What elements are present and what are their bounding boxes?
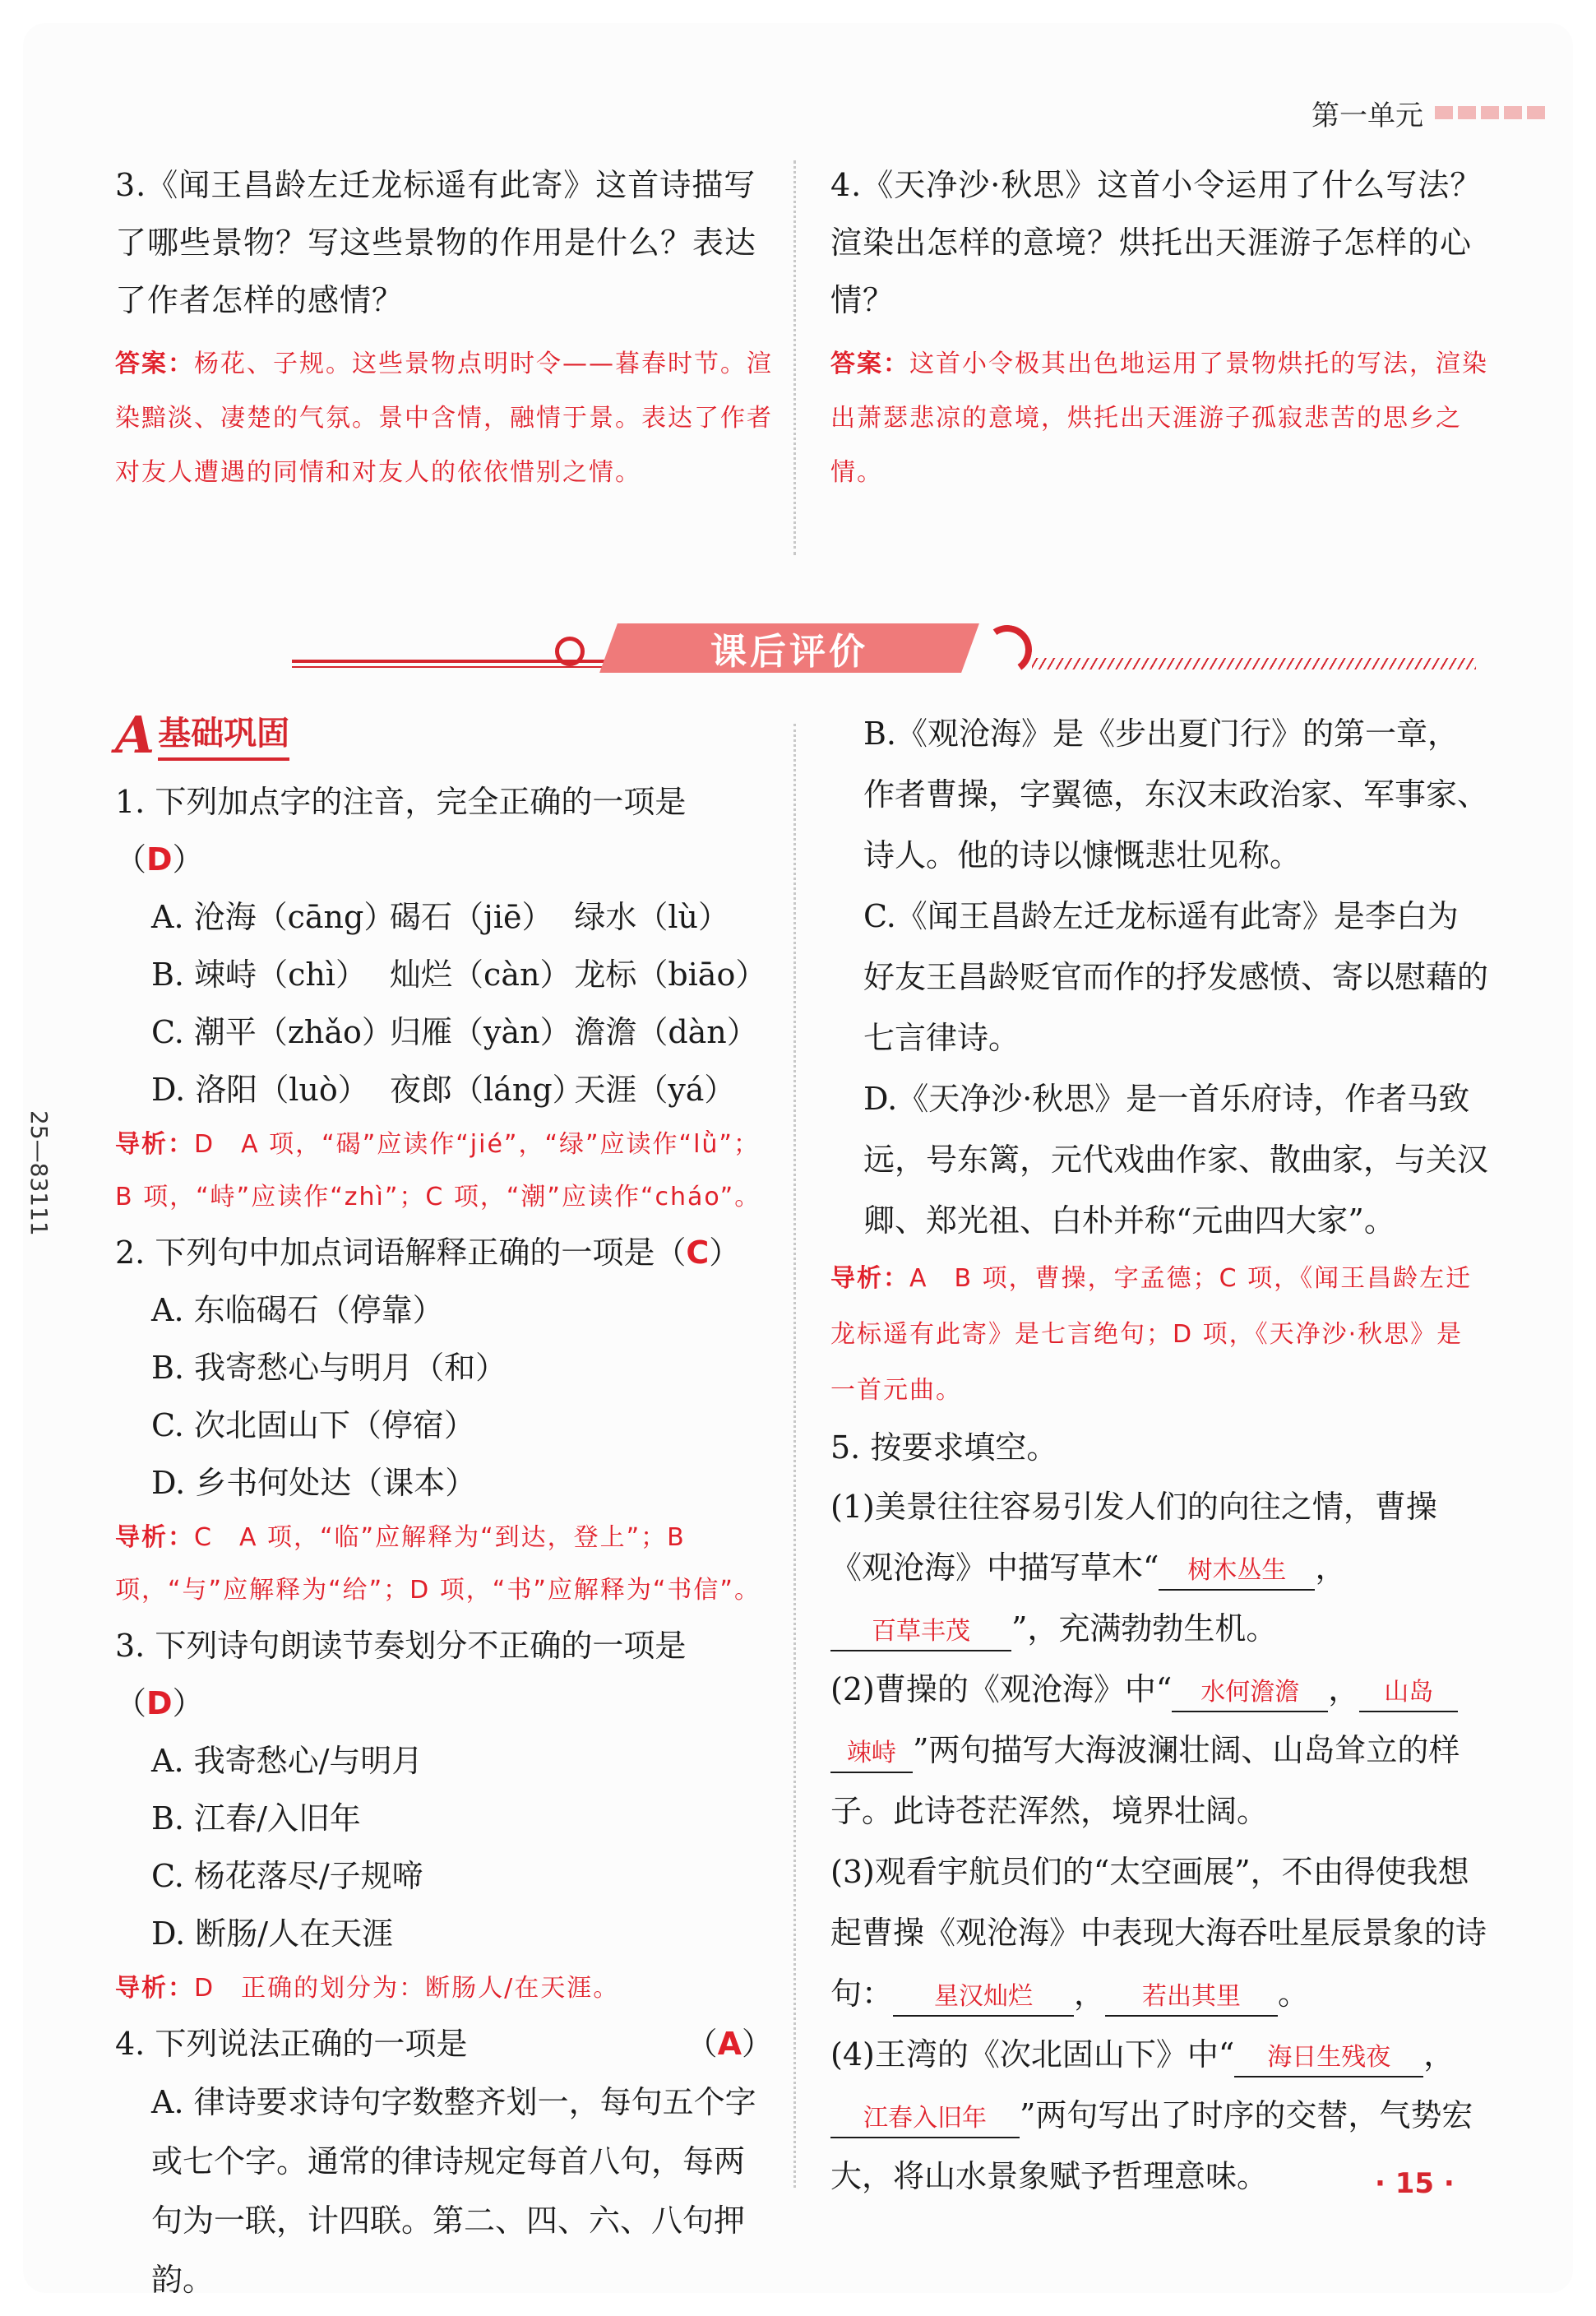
option-cell: 绿水（lù） (574, 899, 729, 935)
option: D. 乡书何处达（课本） (151, 1465, 477, 1501)
option-cell: B. 竦峙（chì） (151, 957, 367, 993)
option: C.《闻王昌龄左迁龙标遥有此寄》是李白为好友王昌龄贬官而作的抒发感愤、寄以慰藉的七言律诗。 (863, 898, 1489, 1056)
option: A. 我寄愁心/与明月 (151, 1743, 423, 1779)
option: D. 断肠/人在天涯 (151, 1915, 394, 1952)
option-cell: 天涯（yá） (574, 1072, 736, 1108)
guide-label: 导析： (115, 1523, 194, 1552)
option-cell: 龙标（biāo） (574, 957, 767, 993)
fill-item-3: (3)观看宇航员们的“太空画展”，不由得使我想起曹操《观沧海》中表现大海吞吐星辰景象的诗句： 星汉灿烂 ， 若出其里 。 (830, 1841, 1488, 2024)
guide-block: 导析：D 正确的划分为：断肠人/在天涯。 (115, 1974, 620, 2003)
answer-blank: 树木丛生 (1159, 1553, 1315, 1591)
answer-label: 答案： (830, 350, 909, 378)
option: B.《观沧海》是《步出夏门行》的第一章，作者曹操，字翼德，东汉末政治家、军事家、诗人。他的诗以慷慨悲壮见称。 (863, 716, 1489, 873)
sub-section-heading (115, 705, 290, 765)
guide-block: 导析：A B 项，曹操，字孟德；C 项，《闻王昌龄左迁龙标遥有此寄》是七言绝句；D 项，《天净沙·秋思》是一首元曲。 (830, 1264, 1473, 1405)
top-question-4 (830, 156, 1488, 500)
answer-label: 答案： (115, 350, 194, 378)
option: A. 东临碣石（停靠） (151, 1292, 444, 1328)
answer-block (830, 337, 1488, 500)
question-1: 1. 下列加点字的注音，完全正确的一项是（D） (115, 784, 687, 878)
sub-section-title: 基础巩固 (158, 707, 289, 761)
option: C. 次北固山下（停宿） (151, 1407, 475, 1443)
option: C. 杨花落尽/子规啼 (151, 1858, 423, 1894)
answer-choice: C (686, 1234, 710, 1271)
answer-choice: D (146, 841, 173, 878)
question-2: 2. 下列句中加点词语解释正确的一项是（C） (115, 1234, 741, 1271)
option: B. 江春/入旧年 (151, 1800, 361, 1837)
option-cell: 归雁（yàn） (390, 1014, 571, 1050)
answer-blank: 海日生残夜 (1234, 2040, 1423, 2077)
page-header (1311, 92, 1545, 133)
guide-block: 导析：C A 项，“临”应解释为“到达，登上”；B 项，“与”应解释为“给”；D 项，“书”应解释为“书信”。 (115, 1523, 761, 1605)
right-column (830, 703, 1488, 2207)
answer-blank: 星汉灿烂 (893, 1979, 1074, 2017)
option-cell: 夜郎（láng） (390, 1072, 584, 1108)
answer-text: 这首小令极其出色地运用了景物烘托的写法，渲染出萧瑟悲凉的意境，烘托出天涯游子孤寂悲苦的思乡之情。 (830, 350, 1488, 487)
column-divider-top (793, 160, 796, 555)
section-banner (292, 609, 1476, 683)
answer-text: 杨花、子规。这些景物点明时令——暮春时节。渲染黯淡、凄楚的气氛。景中含情，融情于景。表达了作者对友人遭遇的同情和对友人的依依惜别之情。 (115, 350, 773, 487)
q1-options (115, 888, 773, 1119)
answer-blank: 竦峙 (830, 1735, 913, 1773)
column-divider-bottom (793, 724, 796, 2188)
answer-choice: A (717, 2026, 742, 2062)
answer-choice: D (146, 1685, 173, 1721)
option-cell: 灿烂（càn） (390, 957, 571, 993)
left-column (115, 773, 773, 2309)
option-cell: 澹澹（dàn） (574, 1014, 758, 1050)
header-decoration (1435, 106, 1545, 119)
page-number: · 15 · (1375, 2167, 1455, 2200)
fill-item-1: (1)美景往往容易引发人们的向往之情，曹操《观沧海》中描写草木“ 树木丛生 ， 百草丰茂 ”，充满勃勃生机。 (830, 1476, 1488, 1659)
question-3: 3. 下列诗句朗读节奏划分不正确的一项是（D） (115, 1628, 687, 1721)
option-cell: A. 沧海（cāng） (151, 899, 396, 935)
option: D.《天净沙·秋思》是一首乐府诗，作者马致远，号东篱，元代戏曲作家、散曲家，与关汉卿、郑光祖、白朴并称“元曲四大家”。 (863, 1081, 1489, 1239)
top-question-3 (115, 156, 773, 500)
answer-blank: 水何澹澹 (1172, 1674, 1328, 1712)
side-code: 25—83111 (25, 1110, 53, 1236)
answer-blank: 若出其里 (1105, 1979, 1278, 2017)
option-row (115, 946, 773, 1003)
option-cell: D. 洛阳（luò） (151, 1072, 369, 1108)
answer-blank: 百草丰茂 (830, 1614, 1011, 1651)
question-4: 4. 下列说法正确的一项是 （A） (115, 2026, 773, 2062)
answer-blank: 江春入旧年 (830, 2101, 1020, 2138)
sub-section-letter: A (115, 705, 155, 765)
unit-label: 第一单元 (1311, 99, 1423, 132)
guide-block: 导析：D A 项，“碣”应读作“jié”，“绿”应读作“lǜ”；B 项，“峙”应读作“zhì”；C 项，“潮”应读作“cháo”。 (115, 1130, 761, 1211)
answer-block (115, 337, 773, 500)
option: B. 我寄愁心与明月（和） (151, 1350, 507, 1386)
option: A. 律诗要求诗句字数整齐划一，每句五个字或七个字。通常的律诗规定每首八句，每两句为一联，计四联。第二、四、六、八句押韵。 (151, 2084, 756, 2298)
question-5: 5. 按要求填空。 (830, 1429, 1058, 1466)
guide-label: 导析： (115, 1974, 194, 2003)
guide-label: 导析： (115, 1130, 194, 1159)
swirl-icon (978, 621, 1036, 679)
option-row (115, 888, 773, 946)
question-text: 3.《闻王昌龄左迁龙标遥有此寄》这首诗描写了哪些景物？写这些景物的作用是什么？表达了作者怎样的感情？ (115, 167, 757, 318)
answer-blank: 山岛 (1359, 1674, 1458, 1712)
option-cell: C. 潮平（zhǎo） (151, 1014, 393, 1050)
option-cell: 碣石（jiē） (390, 899, 553, 935)
section-title: 课后评价 (710, 631, 868, 673)
option-row (115, 1003, 773, 1061)
option-row (115, 1061, 773, 1119)
target-icon (555, 637, 585, 666)
guide-label: 导析： (830, 1264, 909, 1293)
question-text: 4.《天净沙·秋思》这首小令运用了什么写法？渲染出怎样的意境？烘托出天涯游子怎样的心情？ (830, 167, 1483, 318)
fill-item-4: (4)王湾的《次北固山下》中“ 海日生残夜 ， 江春入旧年 ”两句写出了时序的交替，气势宏大，将山水景象赋予哲理意味。 (830, 2036, 1473, 2194)
fill-item-2: (2)曹操的《观沧海》中“ 水何澹澹 ， 山岛 竦峙 ”两句描写大海波澜壮阔、山岛耸立的样子。此诗苍茫浑然，境界壮阔。 (830, 1671, 1460, 1829)
